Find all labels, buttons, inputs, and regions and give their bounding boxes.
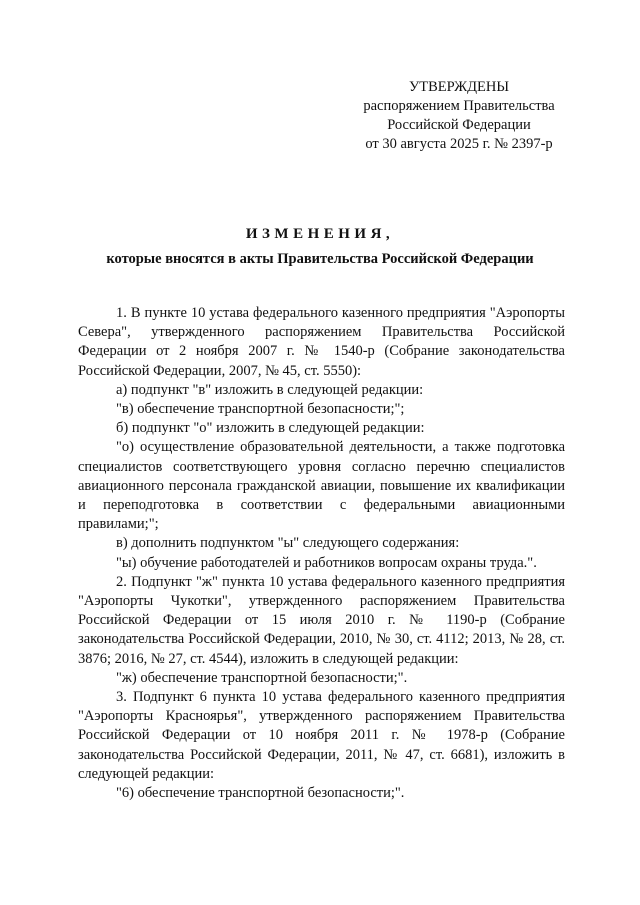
paragraph-1c: в) дополнить подпунктом "ы" следующего содержания: [116,535,460,552]
paragraph-1b: б) подпункт "о" изложить в следующей редакции: [116,420,425,437]
document-subtitle: которые вносятся в акты Правительства Российской Федерации [106,251,534,267]
paragraph-1b-text: "о) осуществление образовательной деятельности, а также подготовка специалистов соответствующего уровня согласно перечню специалистов авиационного персонала гражданской авиации, повышение их квалификации и переподготовка в соответствии с федеральными авиационными правилами;"; [78,439,565,533]
document-body [78,304,565,803]
document-title: ИЗМЕНЕНИЯ, [245,226,395,242]
paragraph-2: 2. Подпункт "ж" пункта 10 устава федерального казенного предприятия "Аэропорты Чукотки", утвержденного распоряжением Правительства Российской Федерации от 15 июля 2010 г. № 1190-р (Собрание законодательства Российской Федерации, 2010, № 30, ст. 4112; 2013, № 28, ст. 3876; 2016, № 27, ст. 4544), изложить в следующей редакции: [78,573,565,667]
approval-line-1: распоряжением Правительства [363,98,555,114]
paragraph-1a-text: "в) обеспечение транспортной безопасности;"; [116,401,405,418]
approval-line-2: Российской Федерации [387,117,531,133]
paragraph-3-text: "6) обеспечение транспортной безопасности;". [116,785,405,802]
paragraph-1a: а) подпункт "в" изложить в следующей редакции: [116,381,424,398]
paragraph-2-text: "ж) обеспечение транспортной безопасности;". [116,669,408,686]
paragraph-1: 1. В пункте 10 устава федерального казенного предприятия "Аэропорты Севера", утвержденного распоряжением Правительства Российской Федерации от 2 ноября 2007 г. № 1540-р (Собрание законодательства Российской Федерации, 2007, № 45, ст. 5550): [78,305,565,379]
approval-block [340,78,578,154]
approval-line-3: от 30 августа 2025 г. № 2397-р [365,136,553,152]
approval-heading: УТВЕРЖДЕНЫ [408,79,510,95]
paragraph-3: 3. Подпункт 6 пункта 10 устава федерального казенного предприятия "Аэропорты Красноярья", утвержденного распоряжением Правительства Российской Федерации от 10 ноября 2011 г. № 1978-р (Собрание законодательства Российской Федерации, 2011, № 47, ст. 6681), изложить в следующей редакции: [78,689,565,782]
paragraph-1c-text: "ы) обучение работодателей и работников вопросам охраны труда.". [116,554,537,571]
